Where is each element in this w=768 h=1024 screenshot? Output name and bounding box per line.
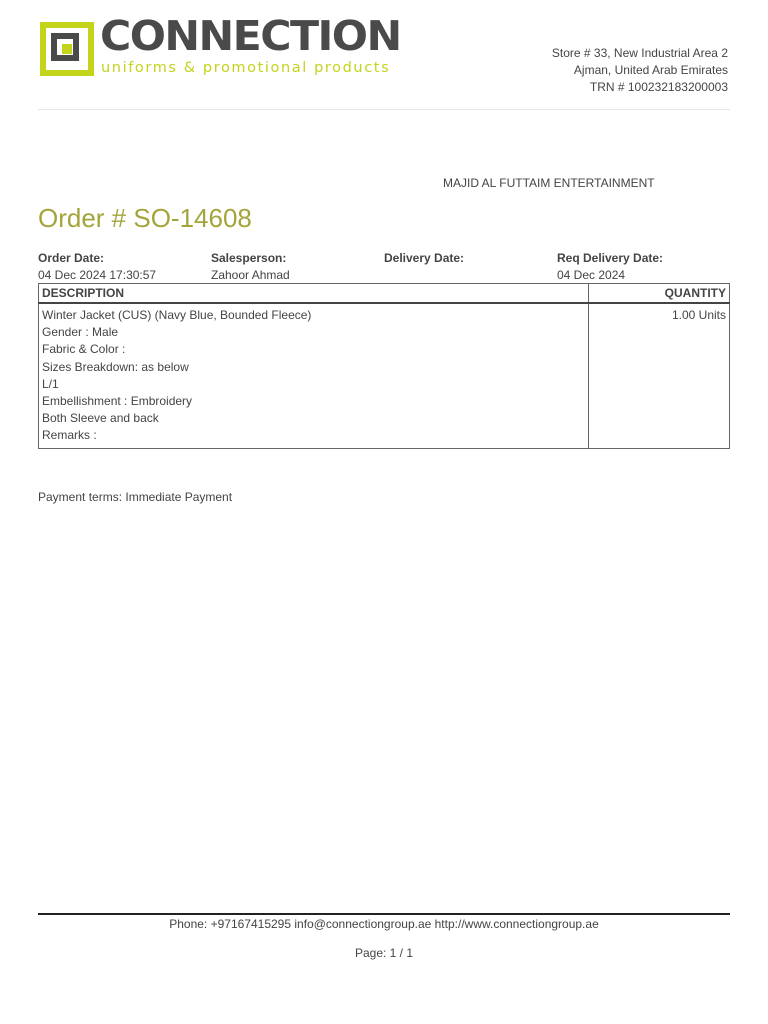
salesperson-value: Zahoor Ahmad [211, 268, 290, 282]
address-line-2: Ajman, United Arab Emirates [573, 63, 728, 77]
quantity-cell: 1.00 Units [589, 303, 730, 448]
description-header: DESCRIPTION [39, 284, 589, 304]
logo-wordmark: CONNECTION [100, 12, 401, 60]
page-number: Page: 1 / 1 [354, 946, 414, 960]
salesperson-label: Salesperson: [211, 251, 287, 265]
order-date-field [38, 250, 156, 284]
order-lines-table [38, 283, 730, 449]
req-delivery-date-field [557, 250, 663, 284]
req-delivery-date-value: 04 Dec 2024 [557, 268, 626, 282]
logo-mark-icon [40, 22, 94, 76]
salesperson-field [211, 250, 290, 284]
description-line: Remarks : [42, 428, 97, 443]
description-line: L/1 [42, 376, 59, 391]
logo-tagline: uniforms & promotional products [101, 60, 391, 76]
delivery-date-label: Delivery Date: [384, 251, 465, 265]
req-delivery-date-label: Req Delivery Date: [557, 251, 664, 265]
table-header-row [39, 284, 730, 304]
footer-contact: Phone: +97167415295 info@connectiongroup.ae http://www.connectiongroup.ae [169, 917, 599, 931]
order-date-value: 04 Dec 2024 17:30:57 [38, 268, 157, 282]
description-cell [39, 303, 589, 448]
header-divider [38, 109, 730, 110]
order-title: Order # SO-14608 [38, 203, 252, 233]
order-date-label: Order Date: [38, 251, 105, 265]
footer-divider [38, 913, 730, 915]
customer-name: MAJID AL FUTTAIM ENTERTAINMENT [443, 176, 655, 190]
description-line: Sizes Breakdown: as below [42, 359, 189, 374]
description-line: Embellishment : Embroidery [42, 394, 193, 409]
address-line-1: Store # 33, New Industrial Area 2 [551, 46, 728, 60]
description-line: Fabric & Color : [42, 342, 126, 357]
description-line: Gender : Male [42, 325, 119, 340]
description-line: Both Sleeve and back [42, 411, 159, 426]
description-line: Winter Jacket (CUS) (Navy Blue, Bounded Fleece) [42, 308, 312, 322]
company-logo [40, 12, 430, 78]
trn-number: TRN # 100232183200003 [589, 80, 728, 94]
delivery-date-field [384, 250, 464, 267]
table-row [39, 303, 730, 448]
quantity-header: QUANTITY [589, 284, 730, 304]
payment-terms: Payment terms: Immediate Payment [38, 490, 233, 504]
company-address [552, 45, 728, 96]
